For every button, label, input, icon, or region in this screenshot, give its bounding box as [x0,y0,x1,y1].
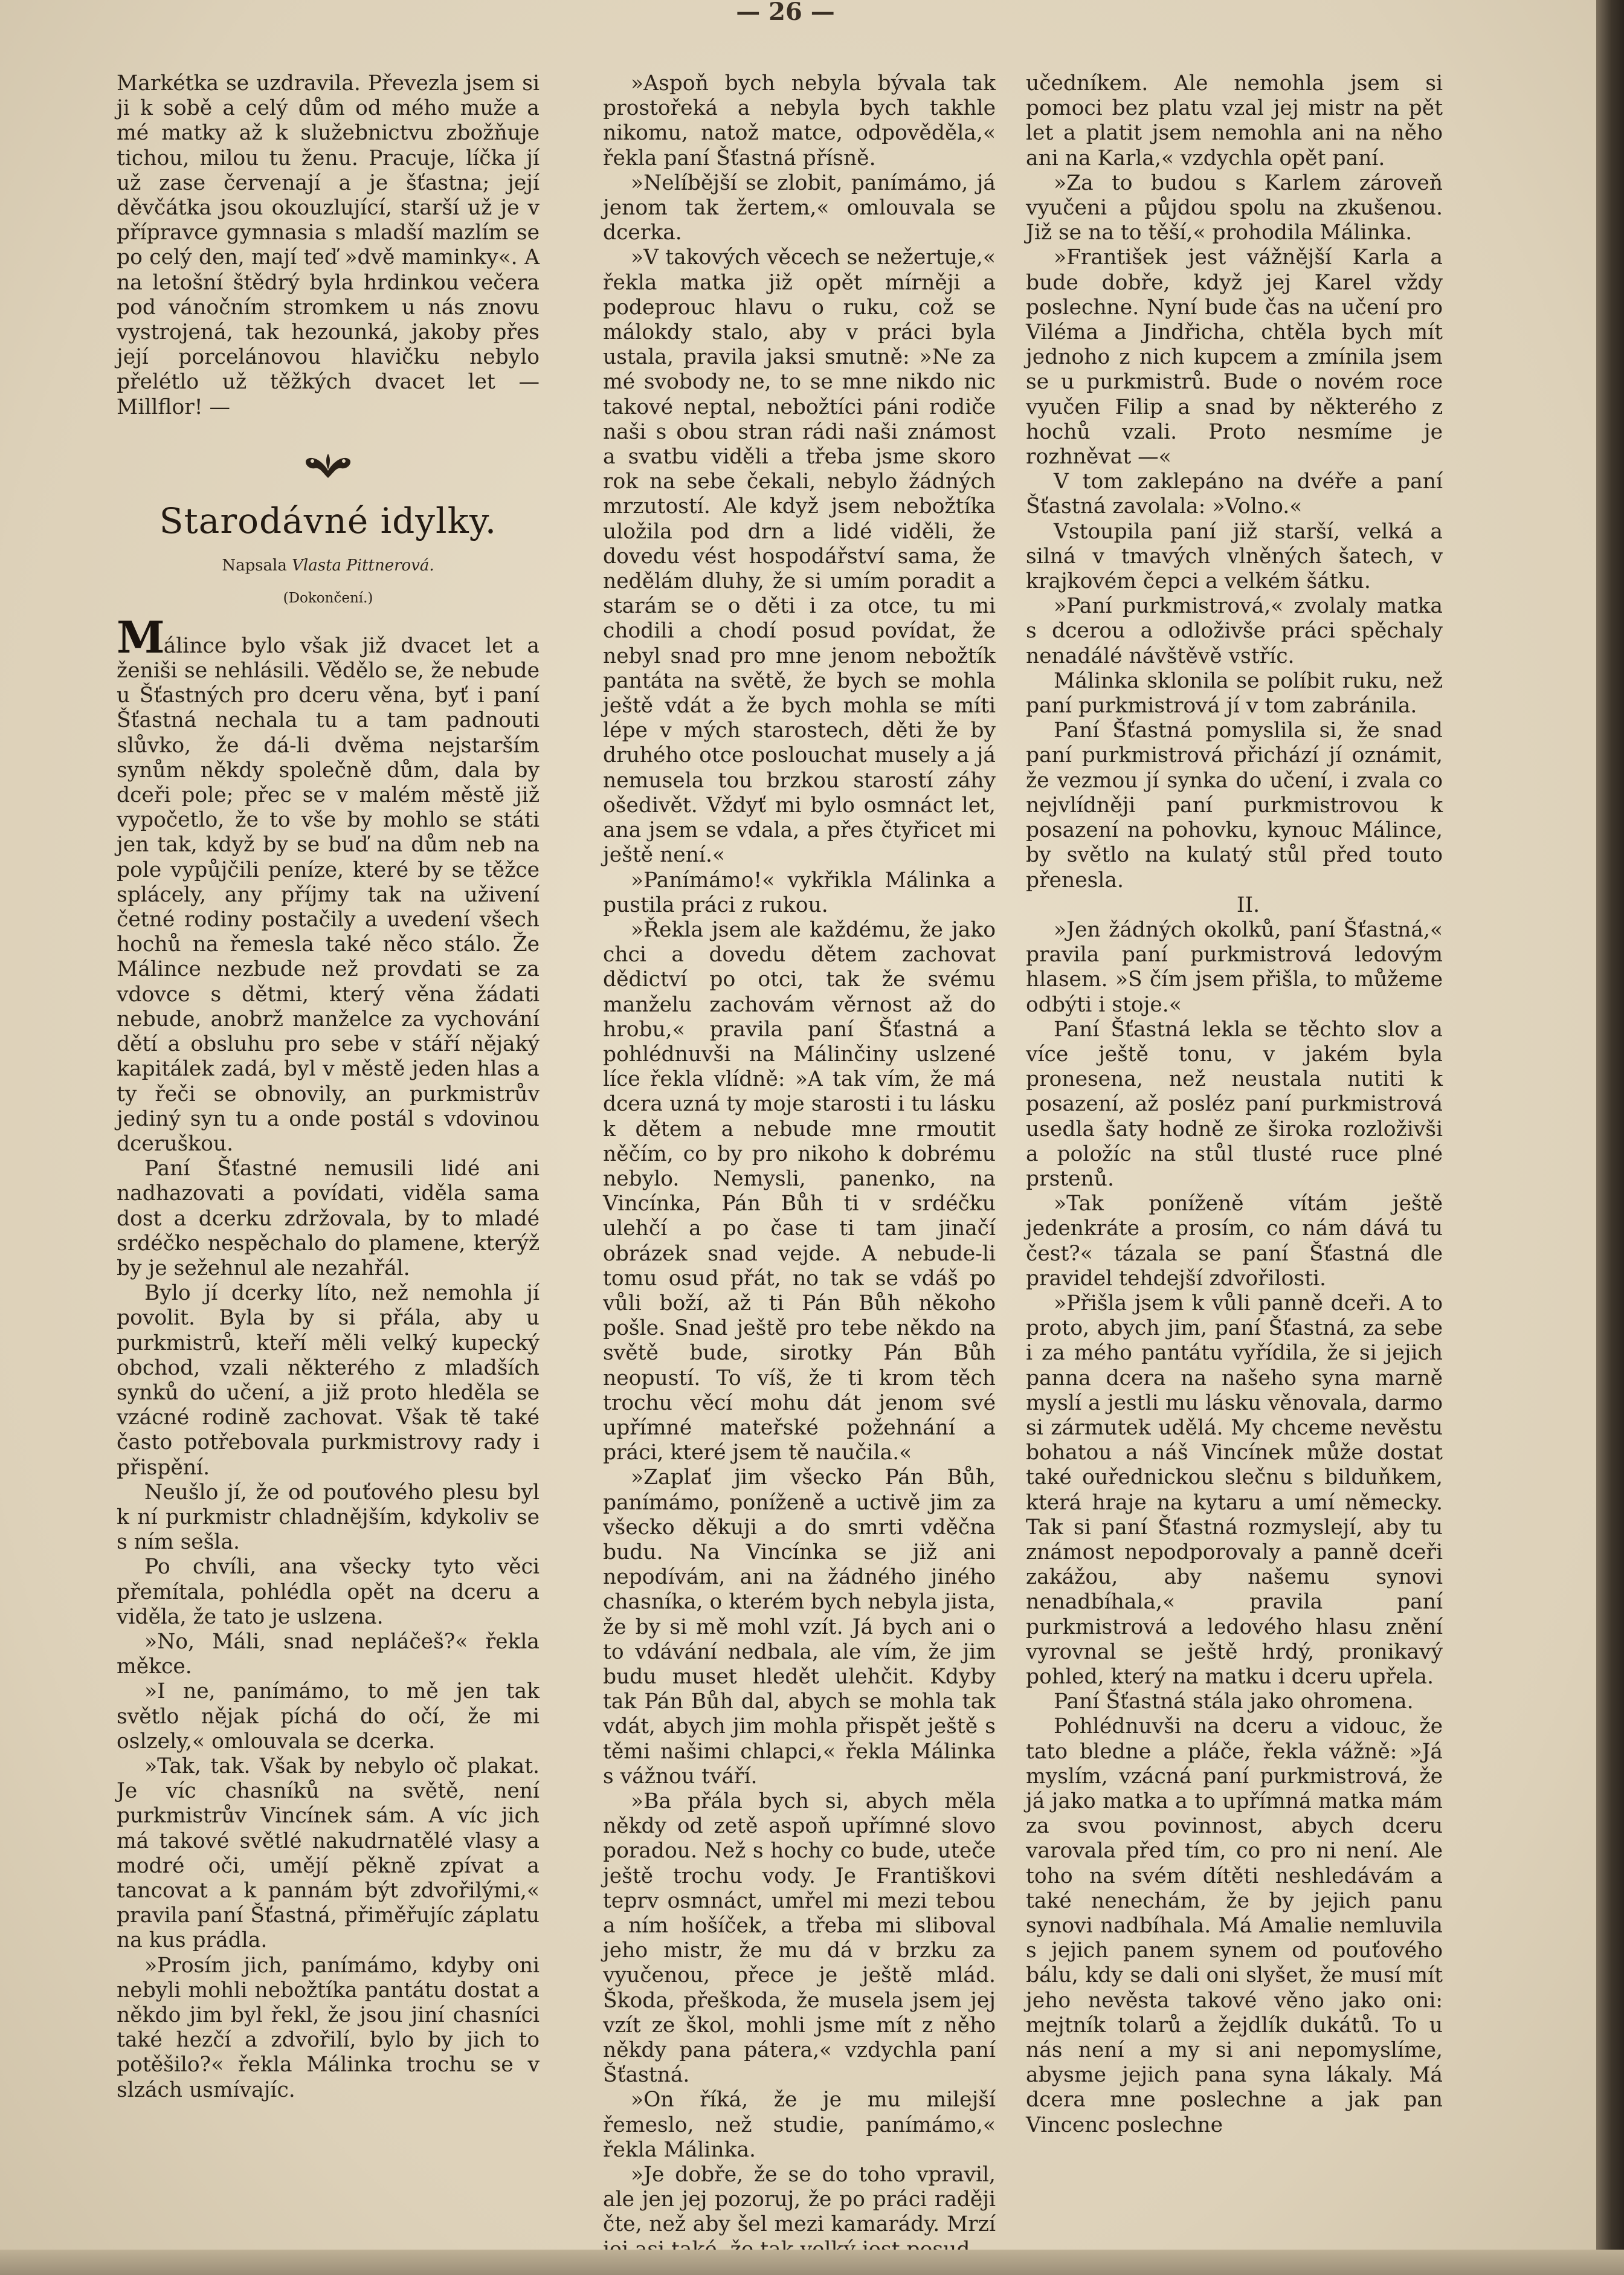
first-paragraph-text: álince bylo však již dvacet let a ženiši se nehlásili. Vědělo se, že nebude u Šťastných pro dceru věna, byť i paní Šťastná nechala tu a tam padnouti slůvko, že dá-li dvěma nejstarším synům někdy společně dům, dala by dceři pole; přec se v malém městě již vypočetlo, že to vše by mohlo se státi jen tak, když by se buď na dům neb na pole vypůjčili peníze, které by se těžce splácely, any příjmy tak na uživení četné rodiny postačily a uvedení všech hochů na řemesla také něco stálo. Že Málince nezbude než provdati se za vdovce s dětmi, který věna žádati nebude, anobrž manželce za vychování dětí a obsluhu pro sebe v stáří nějaký kapitálek zadá, byl v městě jeden hlas a ty řeči se obnovily, an purkmistrův jediný syn tu a onde postál s vdovinou dceruškou. [117,633,540,1156]
drop-cap: M [117,611,164,663]
paragraph: učedníkem. Ale nemohla jsem si pomoci bez platu vzal jej mistr na pět let a platit jsem nemohla ani na něho ani na Karla,« vzdychla opět paní. [1026,71,1443,170]
paragraph: Neušlo jí, že od pouťového plesu byl k ní purkmistr chladnějším, kdykoliv se s ním sešla. [117,1480,540,1555]
binding-edge [1596,0,1624,2275]
bottom-edge [0,2250,1624,2275]
fleuron-ornament-icon [304,451,352,482]
paragraph: »No, Máli, snad nepláčeš?« řekla měkce. [117,1629,540,1679]
column-1 [117,71,540,2247]
paragraph: »Panímámo!« vykřikla Málinka a pustila práci z rukou. [603,868,996,917]
paragraph: »Prosím jich, panímámo, kdyby oni nebyli mohli nebožtíka pantátu dostat a někdo jim byl řekl, že jsou jiní chasníci také hezčí a zdvořilí, bylo by jich to potěšilo?« řekla Málinka trochu se v slzách usmívajíc. [117,1953,540,2102]
author-name: Vlasta Pittnerová. [292,556,434,575]
paragraph: »Aspoň bych nebyla bývala tak prostořeká a nebyla bych takhle nikomu, natož matce, odpověděla,« řekla paní Šťastná přísně. [603,71,996,170]
paragraph: »Řekla jsem ale každému, že jako chci a dovedu dětem zachovat dědictví po otci, tak že svému manželu zachovám věrnost až do hrobu,« pravila paní Šťastná a pohlédnuvši na Málinčiny uslzené líce řekla vlídně: »A tak vím, že má dcera uzná ty moje starosti i tu lásku k dětem a nebude mne rmoutit něčím, co by pro nikoho k dobrému nebylo. Nemysli, panenko, na Vincínka, Pán Bůh ti v srdéčku ulehčí a po čase ti tam jinačí obrázek snad vejde. A nebude-li tomu osud přát, no tak se vdáš po vůli boží, až ti Pán Bůh někoho pošle. Snad ještě pro tebe někdo na světě bude, sirotky Pán Bůh neopustí. To víš, že ti krom těch trochu věcí mohu dát jenom své upřímné mateřské požehnání a práci, které jsem tě naučila.« [603,917,996,1465]
paragraph: »Přišla jsem k vůli panně dceři. A to proto, abych jim, paní Šťastná, za sebe i za mého pantátu vyřídila, že si jejich panna dcera na našeho syna marně myslí a jestli mu lásku věnovala, darmo si zármutek udělá. My chceme nevěstu bohatou a náš Vincínek může dostat také ouřednickou slečnu s bilduňkem, která hraje na kytaru a umí německy. Tak si paní Šťastná rozmyslejí, aby tu známost nepodporovaly a panně dceři zakážou, aby našemu synovi nenadbíhala,« pravila paní purkmistrová a ledového hlasu znění vyrovnal se ještě hrdý, pronikavý pohled, který na matku i dceru upřela. [1026,1291,1443,1689]
paragraph: Pohlédnuvši na dceru a vidouc, že tato bledne a pláče, řekla vážně: »Já myslím, vzácná paní purkmistrová, že já jako matka a to upřímná matka mám za svou povinnost, abych dceru varovala před tím, co pro ni není. Ale toho na svém dítěti neshledávám a také nenechám, že by jejich panu synovi nadbíhala. Má Amalie nemluvila s jejich panem synem od pouťového bálu, kdy se dali oni slyšet, že musí mít jeho nevěsta takové věno jako oni: mejtník tolarů a žejdlík dukátů. To u nás není a my si ani nepomyslíme, abysme jejich pana syna lákaly. Má dcera mne poslechne a jak pan Vincenc poslechne [1026,1714,1443,2137]
paragraph: Paní Šťastná pomyslila si, že snad paní purkmistrová přichází jí oznámit, že vezmou jí synka do učení, i zvala co nejvlídněji paní purkmistrovou k posazení na pohovku, kynouc Málince, by světlo na kulatý stůl před touto přenesla. [1026,718,1443,892]
paragraph: Málinka sklonila se políbit ruku, než paní purkmistrová jí v tom zabránila. [1026,668,1443,718]
first-paragraph [117,611,540,1157]
paragraph: Vstoupila paní již starší, velká a silná v tmavých vlněných šatech, v krajkovém čepci a velkém šátku. [1026,519,1443,594]
intro-paragraph: Markétka se uzdravila. Převezla jsem si ji k sobě a celý dům od mého muže a mé matky až k služebnictvu zbožňuje tichou, milou tu ženu. Pracuje, líčka jí už zase červenají a je šťastna; její děvčátka jsou okouzlující, starší už je v přípravce gymnasia s mladší mazlím se po celý den, mají teď »dvě maminky«. A na letošní štědrý byla hrdinkou večera pod vánočním stromkem u nás znovu vystrojená, tak hezounká, jakoby přes její porcelánovou hlavičku nebylo přelétlo už těžkých dvacet let — Millflor! — [117,71,540,419]
page-number: — 26 — [736,0,835,26]
continuation-note: (Dokončení.) [283,590,373,606]
paragraph: V tom zaklepáno na dvéře a paní Šťastná zavolala: »Volno.« [1026,470,1443,519]
paragraph: »Nelíbější se zlobit, panímámo, já jenom tak žertem,« omlouvala se dcerka. [603,170,996,245]
paragraph: »Jen žádných okolků, paní Šťastná,« pravila paní purkmistrová ledovým hlasem. »S čím jsem přišla, to můžeme odbýti i stoje.« [1026,917,1443,1017]
paragraph: »Tak poníženě vítám ještě jedenkráte a prosím, co nám dává tu čest?« tázala se paní Šťastná dle pravidel tehdejší zdvořilosti. [1026,1192,1443,1291]
paragraph: »Ba přála bych si, abych měla někdy od zetě aspoň upřímné slovo poradou. Než s hochy co bude, uteče ještě trochu vody. Je Františkovi teprv osmnáct, umřel mi mezi tebou a ním hošíček, a třeba mi sliboval jeho mistr, že mu dá v brzku za vyučenou, přece je ještě mlád. Škoda, přeškoda, že musela jsem jej vzít ze škol, mohli jsme mít z něho někdy pana pátera,« vzdychla paní Šťastná. [603,1789,996,2088]
article-title: Starodávné idylky. [159,500,497,541]
paragraph: Bylo jí dcerky líto, než nemohla jí povolit. Byla by si přála, aby u purkmistrů, kteří měli velký kupecký obchod, vzali některého z mladších synků do učení, a již proto hleděla se vzácné rodině zachovat. Však tě také často potřebovala purkmistrovy rady i přispění. [117,1281,540,1480]
paragraph: »On říká, že je mu milejší řemeslo, než studie, panímámo,« řekla Málinka. [603,2088,996,2162]
section-number: II. [1236,892,1260,917]
paragraph: »Paní purkmistrová,« zvolaly matka s dcerou a odloživše práci spěchaly nenadálé návštěvě vstříc. [1026,594,1443,668]
paragraph: Paní Šťastná stála jako ohromena. [1054,1689,1414,1714]
paragraph: »František jest vážnější Karla a bude dobře, když jej Karel vždy poslechne. Nyní bude čas na učení pro Viléma a Jindřicha, chtěla bych mít jednoho z nich kupcem a zmínila jsem se u purkmistrů. Bude o novém roce vyučen Filip a snad by některého z hochů vzali. Proto nesmíme je rozhněvat —« [1026,245,1443,470]
paragraph: Paní Šťastná lekla se těchto slov a více ještě tonu, v jakém byla pronesena, než neustala nutiti k posazení, až posléz paní purkmistrová usedla šaty hodně ze široka rozloživši a položíc na stůl tlusté ruce plné prstenů. [1026,1017,1443,1191]
paragraph: »V takových věcech se nežertuje,« řekla matka již opět mírněji a podeprouc hlavu o ruku, což se málokdy stalo, aby v práci byla ustala, pravila jaksi smutně: »Ne za mé svobody ne, to se mne nikdo nic takové neptal, nebožtíci páni rodiče naši s obou stran rádi naši známost a svatbu viděli a třeba jsme skoro rok na sebe čekali, nebylo žádných mrzutostí. Ale když jsem nebožtíka uložila pod drn a lidé viděli, že dovedu vést hospodářství sama, že nedělám dluhy, že si umím poradit a starám se o děti i za otce, tu mi chodili a chodí posud povídat, že nebyl snad pro mne jenom nebožtík pantáta na světě, že bych se mohla ještě vdát a že bych mohla se míti lépe v mých starostech, děti že by druhého otce poslouchat musely a já nemusela tou brzkou starostí záhy ošedivět. Vždyť mi bylo osmnáct let, ana jsem se vdala, a přes čtyřicet mi ještě není.« [603,245,996,868]
column-3 [1026,71,1443,2247]
column-2 [603,71,996,2247]
paragraph: »Je dobře, že se do toho vpravil, ale jen jej pozoruj, že po práci raději čte, než aby šel mezi kamarády. Mrzí [603,2163,996,2237]
paragraph: Po chvíli, ana všecky tyto věci přemítala, pohlédla opět na dceru a viděla, že tato je uslzena. [117,1555,540,1629]
paragraph: Paní Šťastné nemusili lidé ani nadhazovati a povídati, viděla sama dost a dcerku zdržovala, by to mladé srdéčko nespěchalo do plamene, kterýž by je sežehnul ale nezahřál. [117,1157,540,1280]
byline-prefix: Napsala [222,556,287,575]
paragraph: »I ne, panímámo, to mě jen tak světlo nějak píchá do očí, že mi oslzely,« omlouvala se dcerka. [117,1679,540,1754]
paragraph: »Za to budou s Karlem zároveň vyučeni a půjdou spolu na zkušenou. Již se na to těší,« prohodila Málinka. [1026,170,1443,245]
paragraph: »Zaplať jim všecko Pán Bůh, panímámo, poníženě a uctivě jim za všecko děkuji a do smrti vděčna budu. Na Vincínka se již ani nepodívám, ani na žádného jiného chasníka, o kterém bych nebyla jista, že by si mě mohl vzít. Já bych ani o to vdávání nedbala, ale vím, že jim budu muset hledět ulehčit. Kdyby tak Pán Bůh dal, abych se mohla tak vdát, abych jim mohla přispět ještě s těmi našimi chlapci,« řekla Málinka s vážnou tváří. [603,1465,996,1789]
article-byline [117,555,540,576]
paragraph: »Tak, tak. Však by nebylo oč plakat. Je víc chasníků na světě, není purkmistrův Vincínek sám. A víc jich má takové světlé nakudrnatělé vlasy a modré oči, umějí pěkně zpívat a tancovat a k pannám být zdvořilými,« pravila paní Šťastná, přiměřujíc záplatu na kus prádla. [117,1754,540,1953]
